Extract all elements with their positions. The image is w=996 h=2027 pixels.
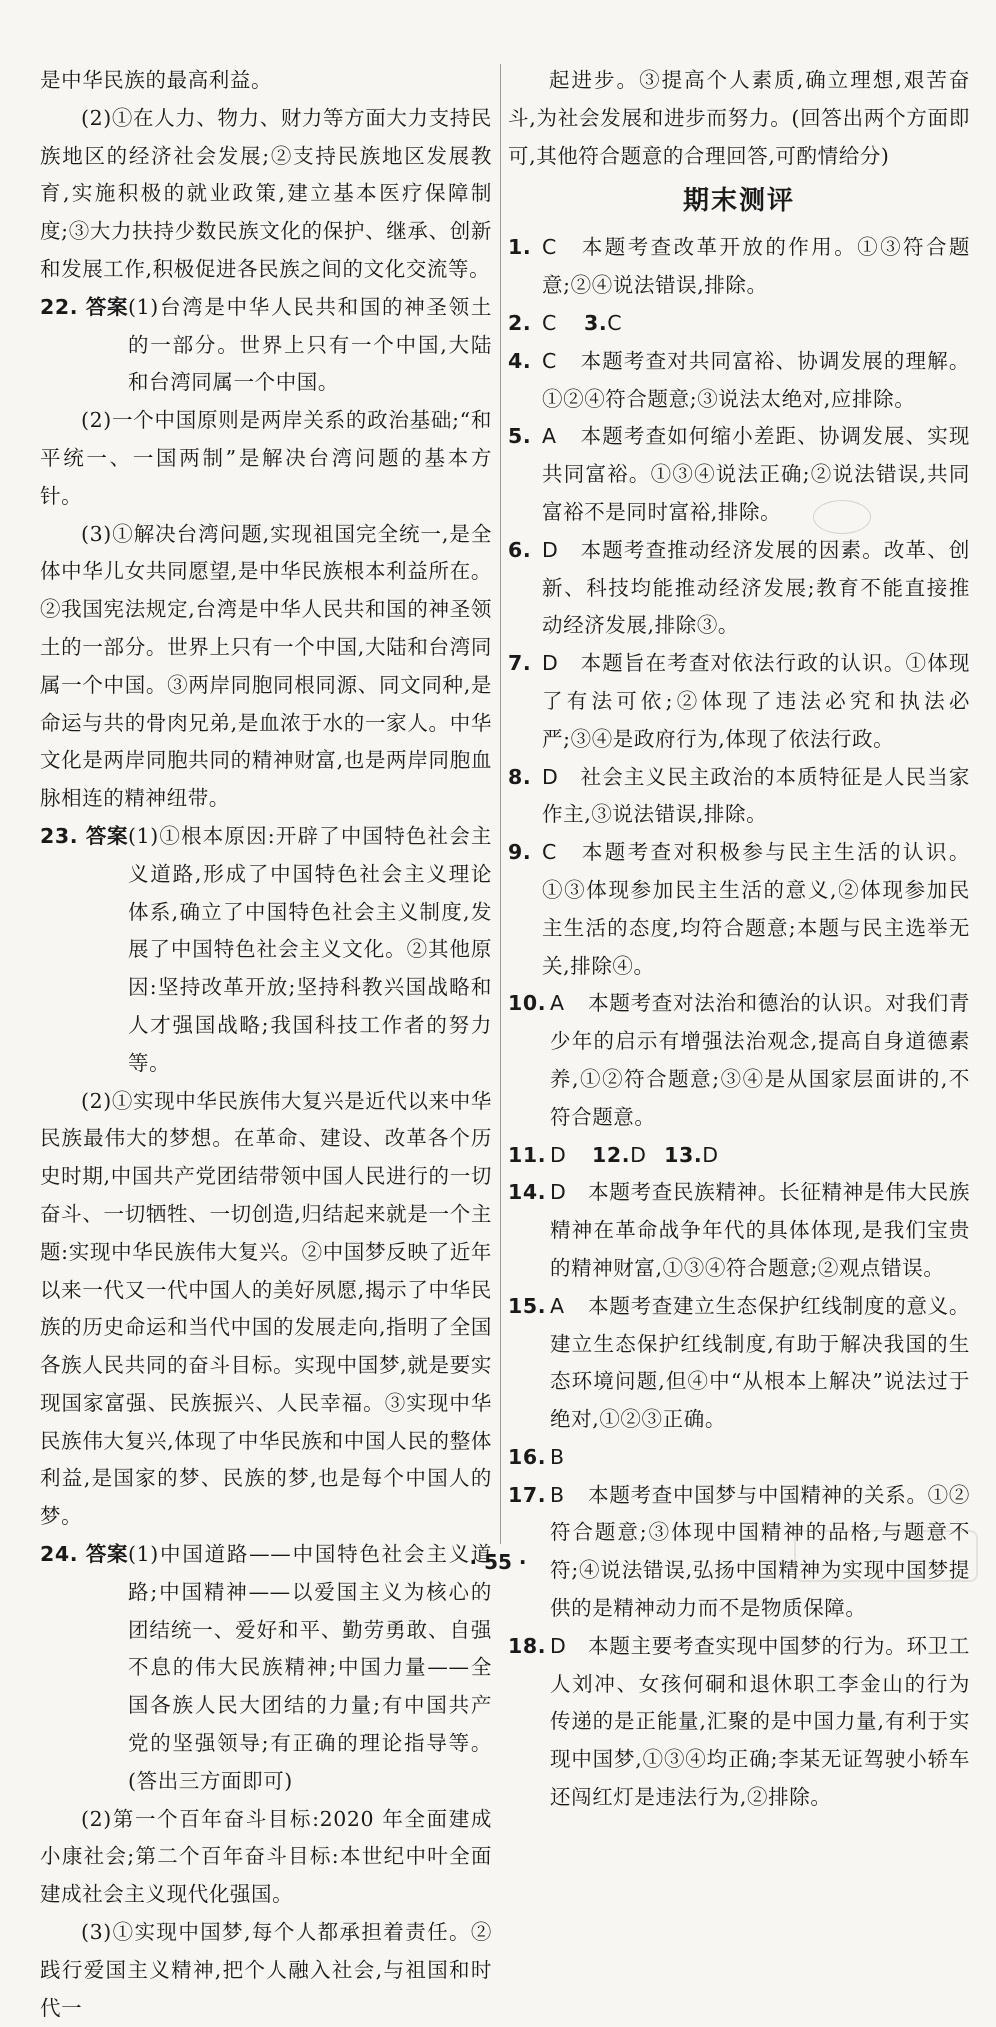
answer-body [542,418,970,531]
answer-explanation: 本题考查推动经济发展的因素。改革、创新、科技均能推动经济发展;教育不能直接推动经济发展,排除③。 [542,537,970,638]
answer-24 [40,1536,492,1801]
answer-item [508,645,970,758]
answer-paragraph: (2)一个中国原则是两岸关系的政治基础;“和平统一、一国两制”是解决台湾问题的基本方针。 [40,408,492,508]
answer-number: 14. [508,1180,547,1205]
section-title: 期末测评 [682,186,795,217]
answer-body [542,305,970,343]
answer-item [508,305,970,343]
answer-choice: D [550,1180,567,1205]
answer-number: 7. [508,651,532,676]
answer-continuation: 起进步。③提高个人素质,确立理想,艰苦奋斗,为社会发展和进步而努力。(回答出两个方面即可,其他符合题意的合理回答,可酌情给分) [508,68,970,168]
answer-item [508,759,970,835]
answer-number: 18. [508,1633,547,1658]
answer-choice: D [630,1142,647,1167]
column-divider [500,64,501,1544]
answer-number: 22. 答案 [40,294,129,319]
answer-body [550,1137,970,1175]
answer-body [550,1288,970,1439]
answer-explanation: 本题考查建立生态保护红线制度的意义。建立生态保护红线制度,有助于解决我国的生态环境问题,但④中“从根本上解决”说法过于绝对,①②③正确。 [550,1293,970,1432]
answer-paragraph: (3)①解决台湾问题,实现祖国完全统一,是全体中华儿女共同愿望,是中华民族根本利益所在。②我国宪法规定,台湾是中华人民共和国的神圣领土的一部分。世界上只有一个中国,大陆和台湾同属一个中国。③两岸同胞同根同源、同文同种,是命运与共的骨肉兄弟,是血浓于水的一家人。中华文化是两岸同胞共同的精神财富,也是两岸同胞血脉相连的精神纽带。 [40,521,492,811]
stamp-mark [813,500,871,534]
answer-choice: C [542,310,557,335]
answer-number: 15. [508,1293,547,1318]
answer-body [542,229,970,305]
answer-continuation: 是中华民族的最高利益。 [40,68,273,92]
answer-choice: C [542,840,557,865]
answer-number: 10. [508,991,547,1016]
answer-choice: B [550,1482,565,1507]
answer-explanation: 本题主要考查实现中国梦的行为。环卫工人刘冲、女孩何硐和退休职工李金山的行为传递的是正能量,汇聚的是中国力量,有利于实现中国梦,①③④均正确;李某无证驾驶小轿车还闯红灯是违法行为,②排除。 [550,1633,970,1810]
answer-item [508,1174,970,1287]
answer-choice: A [550,1293,565,1318]
answer-item [508,532,970,645]
answer-body [542,532,970,645]
answer-paragraph: (2)①在人力、物力、财力等方面大力支持民族地区的经济社会发展;②支持民族地区发展教育,实施积极的就业政策,建立基本医疗保障制度;③大力扶持少数民族文化的保护、继承、创新和发展工作,积极促进各民族之间的文化交流等。 [40,105,492,281]
answer-item [508,229,970,305]
answer-body [542,645,970,758]
answer-item [508,1628,970,1817]
answer-body [542,343,970,419]
answer-paragraph: (1)中国道路——中国特色社会主义道路;中国精神——以爱国主义为核心的团结统一、爱好和平、勤劳勇敢、自强不息的伟大民族精神;中国力量——全国各族人民大团结的力量;有中国共产党的坚强领导;有正确的理论指导等。(答出三方面即可) [128,1542,492,1793]
answer-paragraph: (1)①根本原因:开辟了中国特色社会主义道路,形成了中国特色社会主义理论体系,确立了中国特色社会主义制度,发展了中国特色社会主义文化。②其他原因:坚持改革开放;坚持科教兴国战略和人才强国战略;我国科技工作者的努力等。 [128,823,492,1075]
answer-body [128,289,492,402]
answer-number: 17. [508,1482,547,1507]
answer-number: 13. [664,1142,703,1167]
answer-paragraph: (2)第一个百年奋斗目标:2020 年全面建成小康社会;第二个百年奋斗目标:本世纪中叶全面建成社会主义现代化强国。 [40,1806,492,1907]
answer-choice: D [542,764,559,789]
answer-explanation: 本题考查对积极参与民主生活的认识。①③体现参加民主生活的意义,②体现参加民主生活的态度,均符合题意;本题与民主选举无关,排除④。 [542,840,970,978]
answer-paragraph: (3)①实现中国梦,每个人都承担着责任。②践行爱国主义精神,把个人融入社会,与祖国和时代一 [40,1920,492,2020]
answer-item [508,834,970,985]
page-number: · 55 · [469,1550,527,1574]
answer-explanation: 社会主义民主政治的本质特征是人民当家作主,③说法错误,排除。 [542,764,970,827]
answer-explanation: 本题考查如何缩小差距、协调发展、实现共同富裕。①③④说法正确;②说法错误,共同富裕不是同时富裕,排除。 [542,424,970,524]
answer-paragraph: (1)台湾是中华人民共和国的神圣领土的一部分。世界上只有一个中国,大陆和台湾同属一个中国。 [128,294,492,395]
answer-number: 2. [508,310,532,335]
answer-choice: A [550,991,565,1016]
answer-number: 11. [508,1142,547,1167]
answer-body [550,1174,970,1287]
answer-explanation: 本题考查中国梦与中国精神的关系。①②符合题意;③体现中国精神的品格,与题意不符;④说法错误,弘扬中国精神为实现中国梦提供的是精神动力而不是物质保障。 [550,1482,970,1621]
answer-explanation: 本题旨在考查对依法行政的认识。①体现了有法可依;②体现了违法必究和执法必严;③④是政府行为,体现了依法行政。 [542,651,970,751]
answer-choice: C [607,310,623,335]
answer-number: 3. [584,310,608,335]
answer-choice: D [542,537,559,562]
answer-body [542,834,970,985]
answer-23 [40,818,492,1083]
answer-item [508,1137,970,1175]
answer-number: 12. [592,1142,631,1167]
answer-number: 1. [508,235,532,260]
answer-body [550,1628,970,1817]
answer-body [128,1536,492,1801]
answer-number: 23. 答案 [40,823,129,848]
answer-choice: C [542,348,557,373]
answer-explanation: 本题考查对共同富裕、协调发展的理解。①②④符合题意;③说法太绝对,应排除。 [542,348,970,411]
answer-body [542,759,970,835]
answer-number: 8. [508,764,532,789]
answer-item [508,418,970,531]
answer-number: 9. [508,840,532,865]
answer-number: 16. [508,1444,547,1469]
answer-body [128,818,492,1083]
answer-explanation: 本题考查民族精神。长征精神是伟大民族精神在革命战争年代的具体体现,是我们宝贵的精神财富,①③④符合题意;②观点错误。 [550,1180,970,1280]
answer-number: 6. [508,537,532,562]
answer-number: 5. [508,424,532,449]
answer-item [508,1288,970,1439]
answer-item [508,1439,970,1477]
answer-explanation: 本题考查对法治和德治的认识。对我们青少年的启示有增强法治观念,提高自身道德素养,①②符合题意;③④是从国家层面讲的,不符合题意。 [550,991,970,1129]
answer-choice: D [542,651,559,676]
answer-choice: C [542,235,557,260]
answer-body [550,1439,970,1477]
answer-choice: D [550,1142,567,1167]
answer-body [550,985,970,1136]
answer-number: 24. 答案 [40,1542,129,1567]
answer-choice: B [550,1444,565,1469]
answer-22 [40,289,492,402]
answer-explanation: 本题考查改革开放的作用。①③符合题意;②④说法错误,排除。 [542,235,970,298]
answer-item [508,985,970,1136]
answer-choice: D [702,1142,719,1167]
left-column [40,62,492,2027]
answer-item [508,343,970,419]
answer-choice: D [550,1633,567,1658]
answer-paragraph: (2)①实现中华民族伟大复兴是近代以来中华民族最伟大的梦想。在革命、建设、改革各个历史时期,中国共产党团结带领中国人民进行的一切奋斗、一切牺牲、一切创造,归结起来就是一个主题:实现中华民族伟大复兴。②中国梦反映了近年以来一代又一代中国人的美好夙愿,揭示了中华民族的历史命运和当代中国的发展走向,指明了全国各族人民共同的奋斗目标。实现中国梦,就是要实现国家富强、民族振兴、人民幸福。③实现中华民族伟大复兴,体现了中华民族和中国人民的整体利益,是国家的梦、民族的梦,也是每个中国人的梦。 [40,1088,492,1529]
answer-number: 4. [508,348,532,373]
answer-choice: A [542,424,557,449]
